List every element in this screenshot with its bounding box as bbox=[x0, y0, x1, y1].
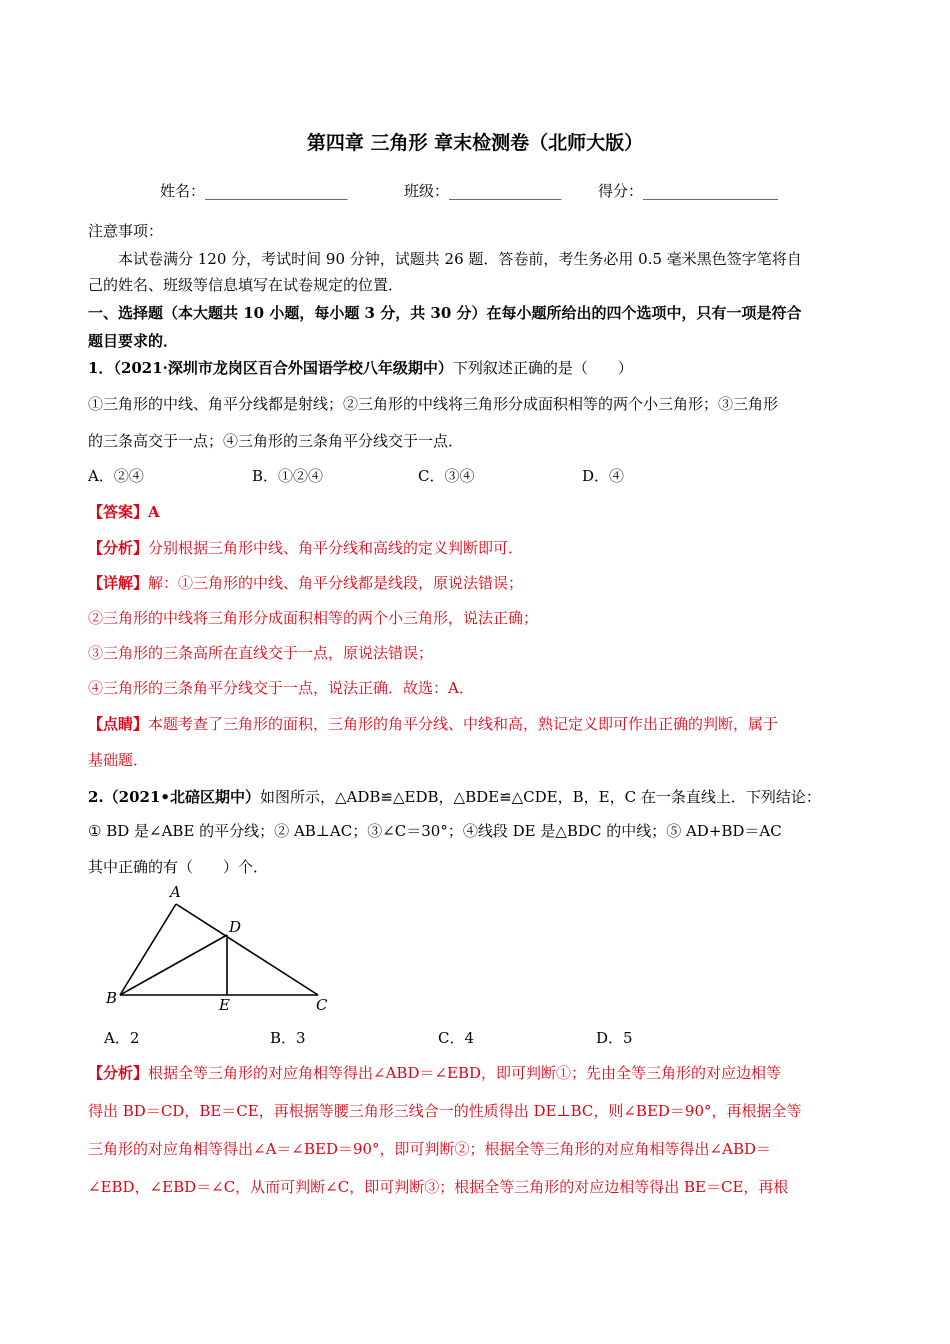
section-heading: 一、选择题（本大题共 10 小题，每小题 3 分，共 30 分）在每小题所给出的四个选项中，只有一项是符合 bbox=[88, 304, 802, 322]
q2-option-d: D．5 bbox=[596, 1029, 633, 1047]
q1-detail: ④三角形的三条角平分线交于一点，说法正确．故选：A． bbox=[88, 679, 474, 697]
q1-detail: ②三角形的中线将三角形分成面积相等的两个小三角形，说法正确； bbox=[88, 609, 539, 627]
q1-detail: 【详解】解：①三角形的中线、角平分线都是线段，原说法错误； bbox=[88, 574, 524, 592]
label-d: D bbox=[229, 918, 242, 936]
question-2-text: ① BD 是∠ABE 的平分线；② AB⊥AC；③∠C＝30°；④线段 DE 是△BDC 的中线；⑤ AD+BD＝AC bbox=[88, 822, 782, 840]
notes-line: 本试卷满分 120 分，考试时间 90 分钟，试题共 26 题．答卷前，考生务必用 0.5 毫米黑色签字笔将自 bbox=[118, 250, 802, 268]
q1-option-b: B．①②④ bbox=[252, 467, 324, 485]
q2-option-b: B．3 bbox=[270, 1029, 306, 1047]
q2-analysis: 【分析】根据全等三角形的对应角相等得出∠ABD＝∠EBD，即可判断①；先由全等三角形的对应边相等 bbox=[88, 1064, 782, 1082]
question-2-stem: 2.（2021•北碚区期中）如图所示，△ADB≌△EDB，△BDE≌△CDE，B，E，C 在一条直线上．下列结论： bbox=[88, 788, 821, 806]
question-1-stem: 1．（2021·深圳市龙岗区百合外国语学校八年级期中）下列叙述正确的是（ ） bbox=[88, 359, 633, 377]
segment-ab bbox=[120, 904, 176, 995]
q1-comment: 【点睛】本题考查了三角形的面积，三角形的角平分线、中线和高，熟记定义即可作出正确的判断，属于 bbox=[88, 715, 779, 733]
q1-comment: 基础题． bbox=[88, 751, 149, 769]
notes-line: 己的姓名、班级等信息填写在试卷规定的位置． bbox=[88, 276, 404, 294]
notes-heading: 注意事项： bbox=[88, 222, 164, 240]
q2-analysis: 三角形的对应角相等得出∠A＝∠BED＝90°，即可判断②；根据全等三角形的对应角相等得出∠ABD＝ bbox=[88, 1140, 772, 1158]
question-2-text: 其中正确的有（ ）个． bbox=[88, 858, 269, 876]
label-b: B bbox=[106, 989, 118, 1007]
q1-option-c: C．③④ bbox=[418, 467, 475, 485]
q1-option-a: A．②④ bbox=[88, 467, 144, 485]
q2-analysis: ∠EBD，∠EBD＝∠C，从而可判断∠C，即可判断③；根据全等三角形的对应边相等得出 BE＝CE，再根 bbox=[88, 1178, 789, 1196]
segment-ac bbox=[176, 904, 318, 995]
question-1-text: ①三角形的中线、角平分线都是射线；②三角形的中线将三角形分成面积相等的两个小三角形；③三角形 bbox=[88, 395, 779, 413]
question-1-text: 的三条高交于一点；④三角形的三条角平分线交于一点． bbox=[88, 432, 464, 450]
triangle-figure bbox=[100, 880, 340, 1010]
segment-bd bbox=[120, 935, 227, 995]
label-a: A bbox=[170, 883, 181, 901]
page-title: 第四章 三角形 章末检测卷（北师大版） bbox=[306, 132, 644, 154]
q1-detail: ③三角形的三条高所在直线交于一点，原说法错误； bbox=[88, 644, 434, 662]
name-field: 姓名：___________________ bbox=[160, 182, 348, 200]
q1-answer: 【答案】A bbox=[88, 503, 160, 521]
q2-option-a: A．2 bbox=[104, 1029, 140, 1047]
section-heading: 题目要求的． bbox=[88, 332, 179, 350]
q1-option-d: D．④ bbox=[582, 467, 625, 485]
q2-analysis: 得出 BD＝CD，BE＝CE，再根据等腰三角形三线合一的性质得出 DE⊥BC，则∠BED＝90°，再根据全等 bbox=[88, 1102, 802, 1120]
label-e: E bbox=[219, 996, 230, 1010]
q1-analysis: 【分析】分别根据三角形中线、角平分线和高线的定义判断即可． bbox=[88, 539, 524, 557]
q2-option-c: C．4 bbox=[438, 1029, 475, 1047]
score-field: 得分：__________________ bbox=[598, 182, 779, 200]
class-field: 班级：_______________ bbox=[404, 182, 562, 200]
label-c: C bbox=[316, 996, 328, 1010]
